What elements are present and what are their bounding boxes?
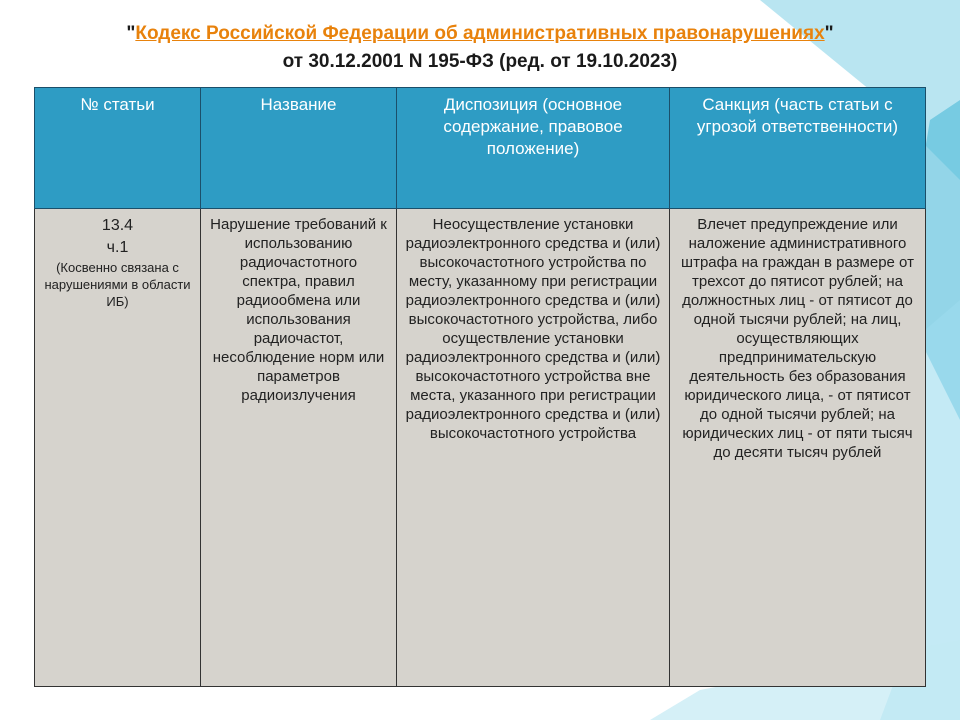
table-row xyxy=(35,209,926,687)
cell-sanction: Влечет предупреждение или наложение административного штрафа на граждан в размере от трехсот до пятисот рублей; на должностных лиц - от пятисот до одной тысячи рублей; на лиц, осуществляющих предпринимательскую деятельность без образования юридического лица, - от пятисот до одной тысячи рублей; на юридических лиц - от пяти тысяч до десяти тысяч рублей xyxy=(670,209,926,687)
cell-name: Нарушение требований к использованию радиочастотного спектра, правил радиообмена или использования радиочастот, несоблюдение норм или параметров радиоизлучения xyxy=(201,209,397,687)
page-title xyxy=(0,20,960,76)
title-line-2: от 30.12.2001 N 195-ФЗ (ред. от 19.10.2023) xyxy=(282,51,678,72)
header-sanction: Санкция (часть статьи с угрозой ответственности) xyxy=(670,88,926,209)
cell-disposition: Неосуществление установки радиоэлектронного средства и (или) высокочастотного устройства по месту, указанному при регистрации радиоэлектронного средства и (или) высокочастотного устройства, либо осуществление установки радиоэлектронного средства и (или) высокочастотного устройства вне места, указанного при регистрации радиоэлектронного средства и (или) высокочастотного устройства xyxy=(397,209,670,687)
cell-article-number xyxy=(35,209,201,687)
title-line-1 xyxy=(0,20,960,48)
article-number: 13.4 xyxy=(101,217,134,234)
header-name: Название xyxy=(201,88,397,209)
table-header-row xyxy=(35,88,926,209)
article-part: ч.1 xyxy=(106,239,129,256)
title-quote-close: " xyxy=(824,23,834,44)
article-note: (Косвенно связана с нарушениями в области ИБ) xyxy=(44,260,191,309)
header-disposition: Диспозиция (основное содержание, правовое положение) xyxy=(397,88,670,209)
law-name-link[interactable]: Кодекс Российской Федерации об административных правонарушениях xyxy=(135,23,825,44)
header-article-number: № статьи xyxy=(35,88,201,209)
title-quote-open: " xyxy=(126,23,136,44)
law-article-table xyxy=(34,87,926,687)
